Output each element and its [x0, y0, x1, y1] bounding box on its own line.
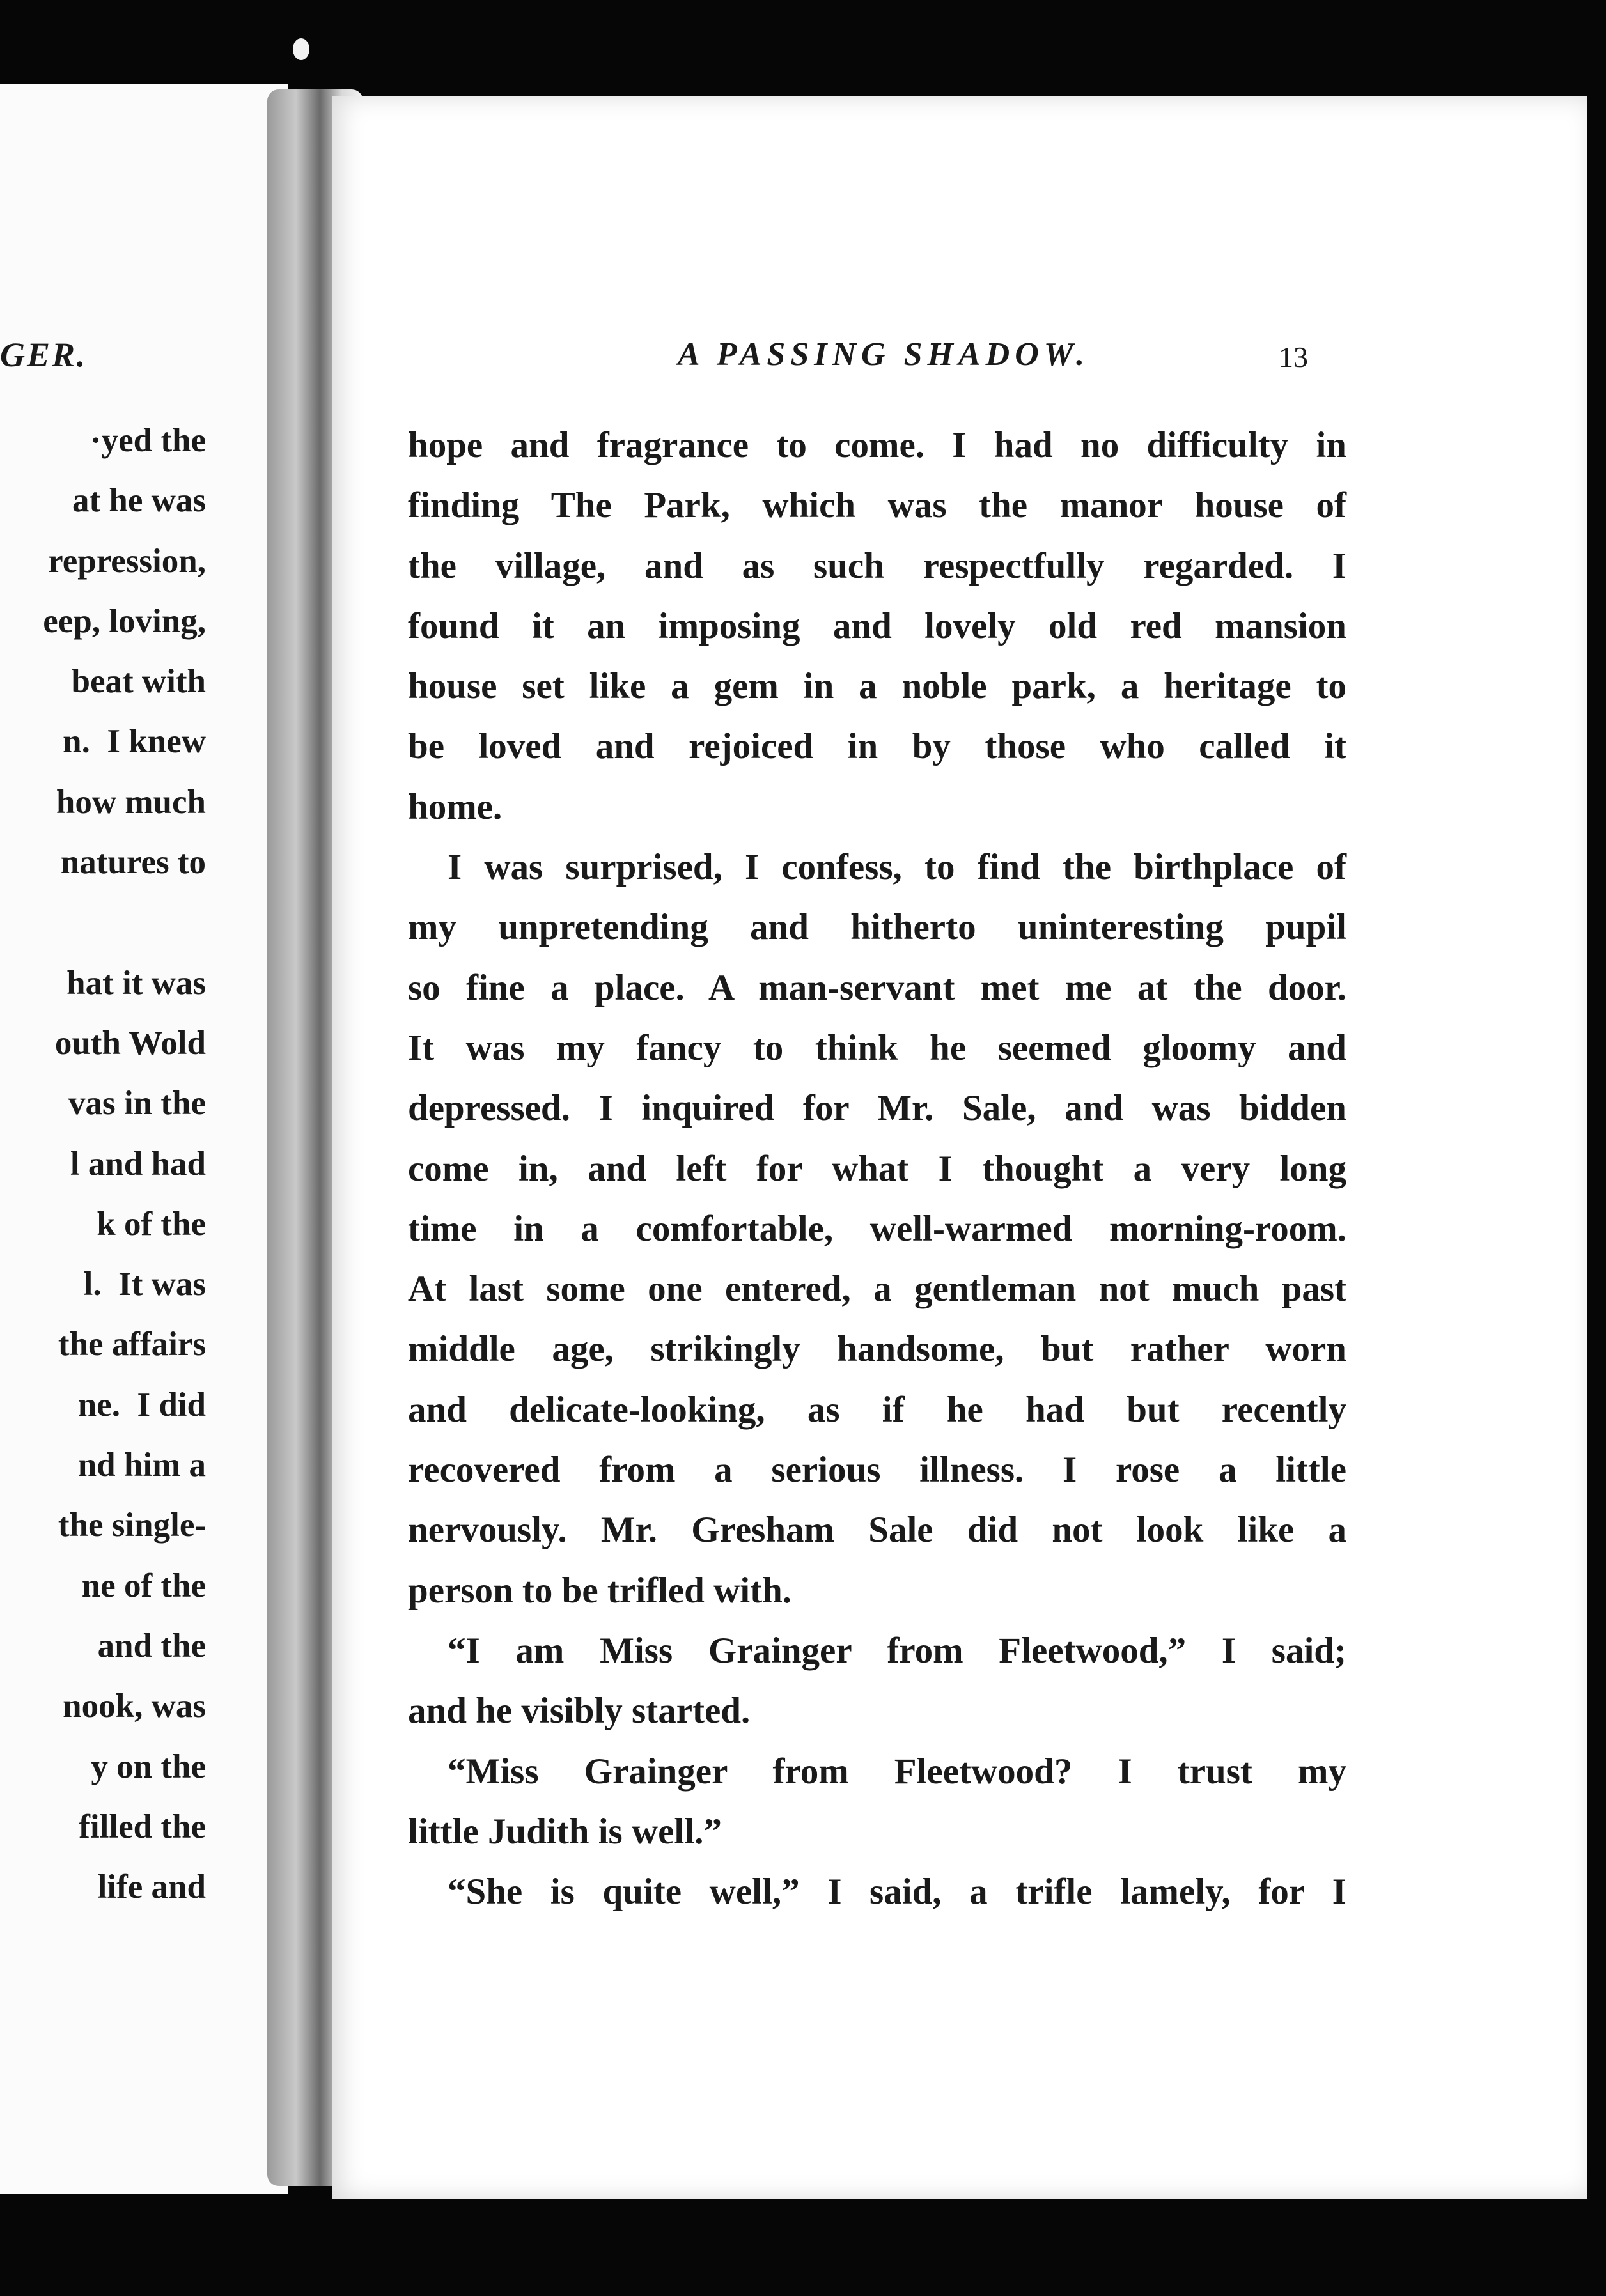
left-text-line: k of the: [97, 1205, 206, 1243]
text-line: house set like a gem in a noble park, a heritage to: [408, 666, 1346, 707]
left-text-line: beat with: [71, 663, 206, 701]
text-line: It was my fancy to think he seemed gloomy and: [408, 1027, 1346, 1068]
text-line: little Judith is well.”: [408, 1811, 722, 1852]
left-text-line: l and had: [70, 1145, 206, 1183]
text-line: I was surprised, I confess, to find the birthplace of: [448, 847, 1346, 888]
left-text-line: [43, 892, 206, 952]
left-text-line: n. I knew: [63, 723, 206, 761]
left-text-line: outh Wold: [54, 1024, 206, 1062]
left-page: [0, 84, 288, 2194]
text-line: “I am Miss Grainger from Fleetwood,” I said;: [448, 1630, 1346, 1671]
left-text-line: hat it was: [66, 964, 206, 1002]
text-line: finding The Park, which was the manor house of: [408, 485, 1346, 526]
text-line: be loved and rejoiced in by those who called it: [408, 726, 1346, 767]
text-line: the village, and as such respectfully regarded. I: [408, 545, 1346, 586]
left-text-line: at he was: [72, 482, 206, 520]
left-page-text: [43, 410, 206, 1917]
text-line: At last some one entered, a gentleman not much past: [408, 1269, 1346, 1310]
left-text-line: nd him a: [77, 1447, 206, 1484]
left-text-line: life and: [97, 1868, 206, 1906]
text-line: recovered from a serious illness. I rose a little: [408, 1450, 1346, 1491]
left-text-line: natures to: [60, 844, 206, 881]
text-line: person to be trifled with.: [408, 1570, 792, 1611]
left-text-line: l. It was: [83, 1266, 206, 1303]
page-number: 13: [1279, 341, 1308, 373]
left-text-line: ne. I did: [77, 1386, 206, 1423]
left-running-head: GER.: [0, 336, 88, 374]
text-line: time in a comfortable, well-warmed morning-room.: [408, 1208, 1346, 1249]
text-line: and he visibly started.: [408, 1691, 751, 1732]
left-text-line: eep, loving,: [43, 602, 206, 640]
text-line: “She is quite well,” I said, a trifle lamely, for I: [448, 1872, 1346, 1912]
text-line: found it an imposing and lovely old red mansion: [408, 605, 1346, 646]
text-line: middle age, strikingly handsome, but rather worn: [408, 1329, 1346, 1370]
text-line: nervously. Mr. Gresham Sale did not look like a: [408, 1510, 1346, 1551]
left-text-line: nook, was: [63, 1687, 206, 1725]
text-line: so fine a place. A man-servant met me at the door.: [408, 967, 1346, 1008]
left-text-line: ·yed the: [90, 422, 206, 459]
running-head: A PASSING SHADOW.: [678, 336, 1090, 373]
text-line: “Miss Grainger from Fleetwood? I trust my: [448, 1751, 1346, 1792]
text-line: my unpretending and hitherto uninteresting pupil: [408, 907, 1346, 948]
dust-speck: [293, 38, 309, 60]
left-text-line: repression,: [48, 542, 206, 580]
left-text-line: the single-: [58, 1507, 206, 1544]
left-text-line: filled the: [79, 1808, 206, 1845]
text-line: and delicate-looking, as if he had but recently: [408, 1389, 1346, 1430]
text-line: depressed. I inquired for Mr. Sale, and was bidden: [408, 1088, 1346, 1129]
left-text-line: ne of the: [81, 1567, 206, 1604]
left-text-line: how much: [56, 783, 206, 821]
body-text: [408, 415, 1346, 1922]
left-text-line: y on the: [91, 1748, 206, 1785]
left-text-line: and the: [97, 1627, 206, 1664]
text-line: hope and fragrance to come. I had no difficulty in: [408, 425, 1346, 465]
left-text-line: vas in the: [68, 1085, 206, 1122]
text-line: home.: [408, 786, 503, 827]
text-line: come in, and left for what I thought a very long: [408, 1148, 1346, 1189]
left-text-line: the affairs: [58, 1326, 206, 1363]
